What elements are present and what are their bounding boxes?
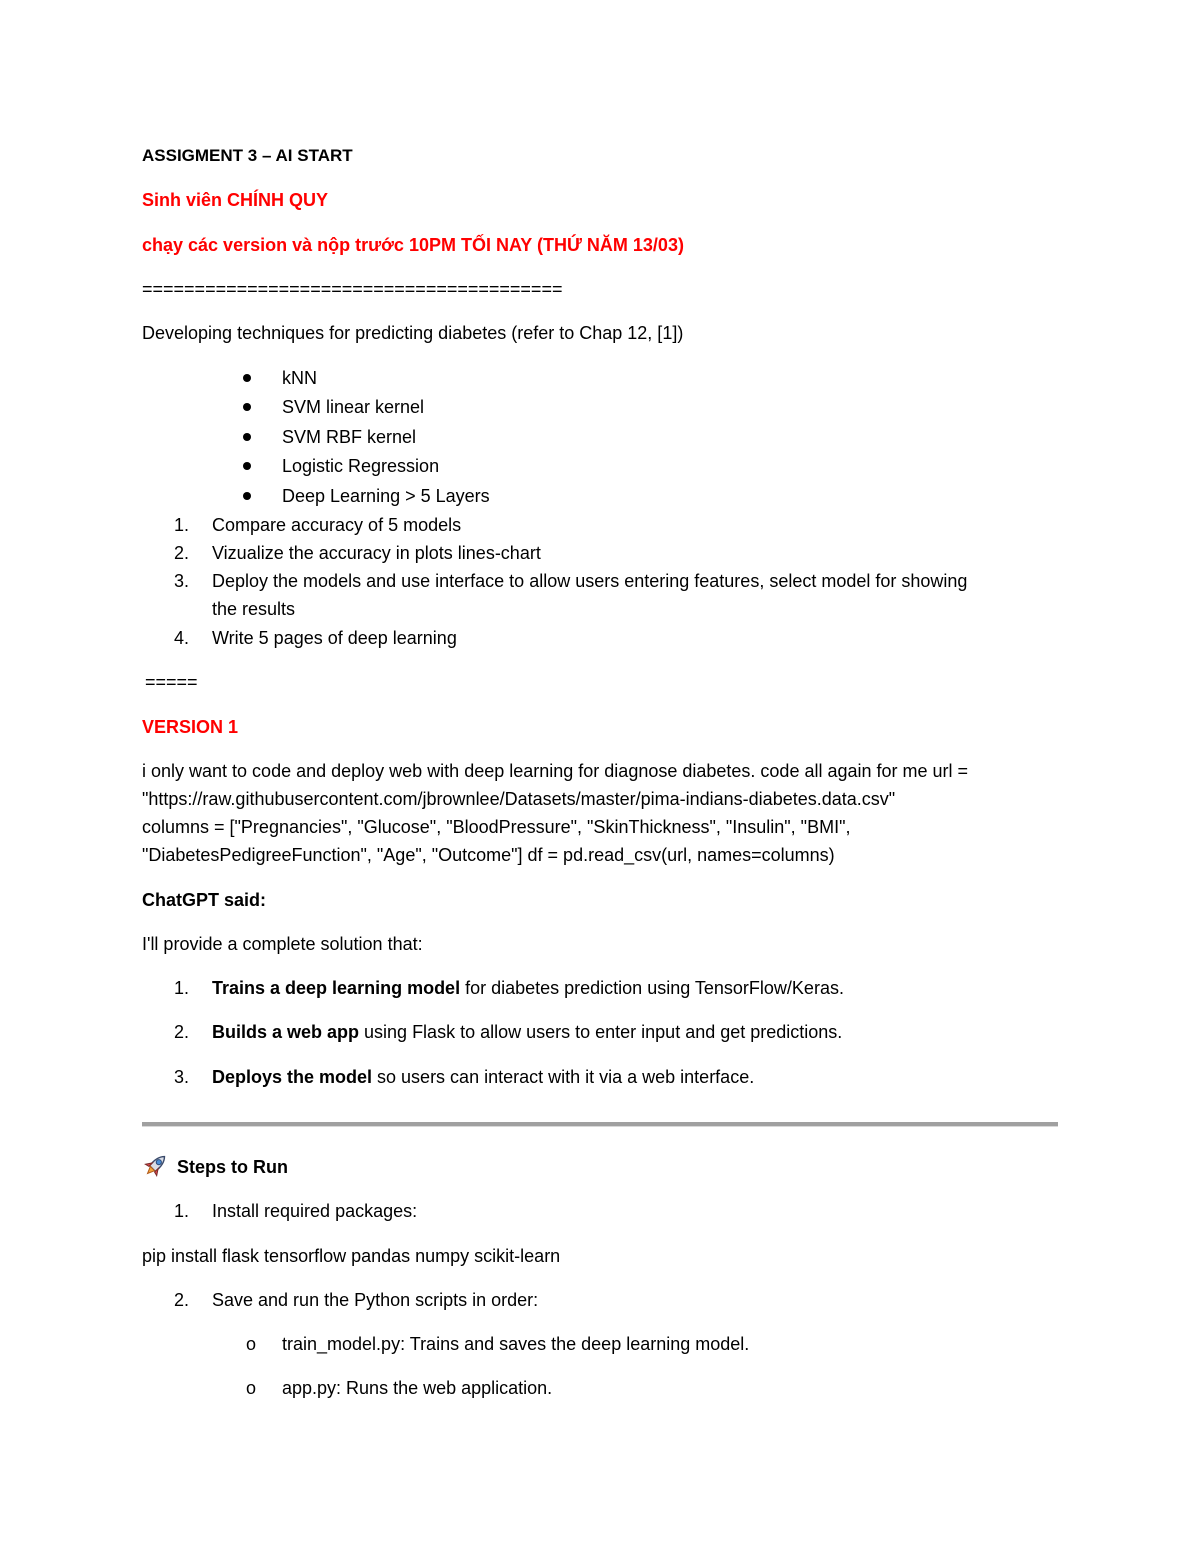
short-separator: ===== xyxy=(145,672,198,692)
solution-item xyxy=(212,1063,754,1091)
steps-heading: Steps to Run xyxy=(177,1157,288,1177)
step-text: Save and run the Python scripts in order: xyxy=(212,1290,539,1310)
intro-text: Developing techniques for predicting diabetes (refer to Chap 12, [1]) xyxy=(142,323,684,343)
circle-bullet: o xyxy=(246,1334,257,1354)
model-item: SVM RBF kernel xyxy=(282,427,417,447)
task-text-continued: the results xyxy=(212,599,296,619)
solution-number: 1. xyxy=(174,978,190,998)
solution-number: 2. xyxy=(174,1022,190,1042)
prompt-line: "DiabetesPedigreeFunction", "Age", "Outcome"] df = pd.read_csv(url, names=columns) xyxy=(142,845,835,865)
prompt-line: "https://raw.githubusercontent.com/jbrownlee/Datasets/master/pima-indians-diabetes.data.csv" xyxy=(142,789,896,809)
circle-bullet: o xyxy=(246,1378,257,1398)
model-item: kNN xyxy=(282,368,317,388)
bullet-dot-icon xyxy=(243,462,251,470)
document-title: ASSIGMENT 3 – AI START xyxy=(142,146,353,165)
rocket-icon xyxy=(142,1151,170,1179)
prompt-line: columns = ["Pregnancies", "Glucose", "BloodPressure", "SkinThickness", "Insulin", "BMI", xyxy=(142,817,851,837)
bullet-dot-icon xyxy=(243,374,251,382)
script-item: app.py: Runs the web application. xyxy=(282,1378,553,1398)
model-item: Logistic Regression xyxy=(282,456,440,476)
solution-number: 3. xyxy=(174,1067,190,1087)
step-text: Install required packages: xyxy=(212,1201,418,1221)
solution-item xyxy=(212,974,844,1002)
model-item: Deep Learning > 5 Layers xyxy=(282,486,490,506)
step-number: 1. xyxy=(174,1201,190,1221)
task-number: 1. xyxy=(174,515,190,535)
version-heading: VERSION 1 xyxy=(142,717,239,737)
chatgpt-label: ChatGPT said: xyxy=(142,890,267,910)
solution-item-rest: using Flask to allow users to enter input and get predictions. xyxy=(359,1022,843,1042)
solution-item-rest: so users can interact with it via a web interface. xyxy=(372,1067,755,1087)
task-number: 4. xyxy=(174,628,190,648)
solution-item-bold: Builds a web app xyxy=(212,1022,360,1042)
student-type: Sinh viên CHÍNH QUY xyxy=(142,190,329,210)
step-number: 2. xyxy=(174,1290,190,1310)
bullet-dot-icon xyxy=(243,433,251,441)
solution-item-bold: Deploys the model xyxy=(212,1067,373,1087)
bullet-dot-icon xyxy=(243,492,251,500)
solution-item-bold: Trains a deep learning model xyxy=(212,978,461,998)
solution-intro: I'll provide a complete solution that: xyxy=(142,934,423,954)
task-text: Deploy the models and use interface to allow users entering features, select model for showing xyxy=(212,571,968,591)
separator-line: ======================================== xyxy=(142,279,563,299)
task-text: Vizualize the accuracy in plots lines-chart xyxy=(212,543,541,563)
solution-item xyxy=(212,1018,842,1046)
deadline-note: chạy các version và nộp trước 10PM TỐI NAY (THỨ NĂM 13/03) xyxy=(142,235,684,255)
solution-item-rest: for diabetes prediction using TensorFlow/Keras. xyxy=(460,978,844,998)
prompt-line: i only want to code and deploy web with deep learning for diagnose diabetes. code all again for me url = xyxy=(142,761,969,781)
horizontal-rule xyxy=(142,1122,1058,1127)
task-text: Compare accuracy of 5 models xyxy=(212,515,462,535)
task-number: 2. xyxy=(174,543,190,563)
bullet-dot-icon xyxy=(243,403,251,411)
task-text: Write 5 pages of deep learning xyxy=(212,628,457,648)
task-number: 3. xyxy=(174,571,190,591)
model-item: SVM linear kernel xyxy=(282,397,425,417)
pip-command: pip install flask tensorflow pandas numpy scikit-learn xyxy=(142,1246,561,1266)
script-item: train_model.py: Trains and saves the deep learning model. xyxy=(282,1334,750,1354)
